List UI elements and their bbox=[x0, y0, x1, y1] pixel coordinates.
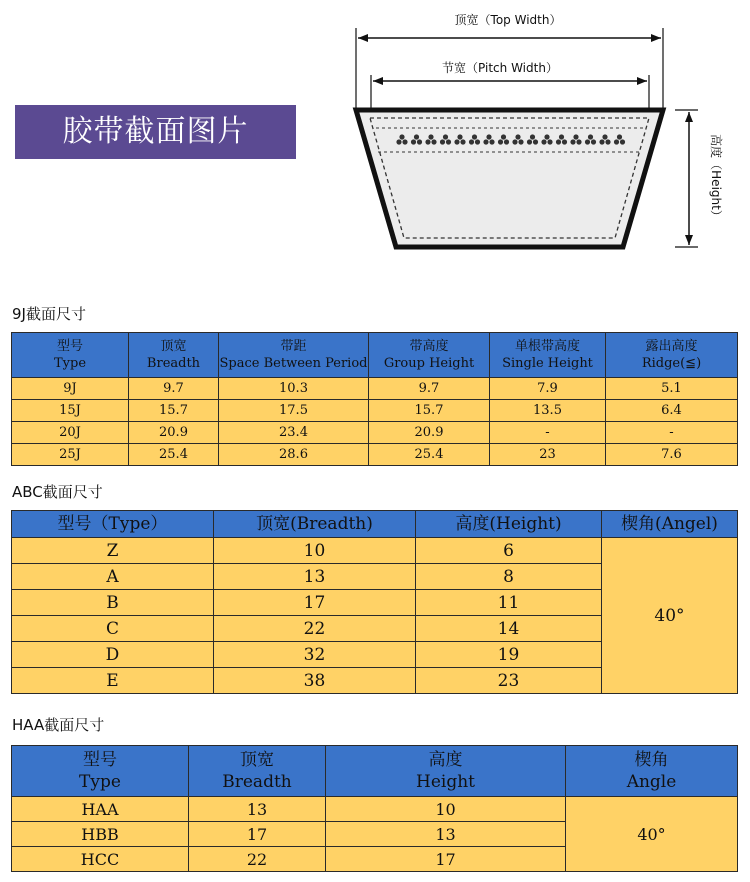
height-label: 高度（Height） bbox=[709, 134, 723, 222]
cord-strand bbox=[570, 139, 575, 144]
cord-strand bbox=[417, 139, 422, 144]
cell: 20.9 bbox=[369, 422, 490, 444]
cord-strand bbox=[591, 139, 596, 144]
section-abc-title: ABC截面尺寸 bbox=[12, 483, 103, 501]
cord-strand bbox=[512, 139, 517, 144]
section-9j-title: 9J截面尺寸 bbox=[12, 305, 86, 323]
col-header-group-height: 带高度 Group Height bbox=[369, 333, 490, 378]
cell: 9J bbox=[12, 378, 129, 400]
table-haa bbox=[11, 745, 738, 872]
cell: 10 bbox=[326, 797, 566, 822]
cord-strand bbox=[475, 139, 480, 144]
cell: 6.4 bbox=[606, 400, 738, 422]
cell: 22 bbox=[189, 847, 326, 872]
cord-strand bbox=[402, 139, 407, 144]
cell: 17 bbox=[214, 590, 416, 616]
cord-strand bbox=[425, 139, 430, 144]
cord-strand bbox=[454, 139, 459, 144]
cord-strand bbox=[573, 134, 578, 139]
cell: HCC bbox=[12, 847, 189, 872]
cell: 10.3 bbox=[219, 378, 369, 400]
col-header-breadth: 顶宽(Breadth) bbox=[214, 511, 416, 538]
cord-strand bbox=[486, 134, 491, 139]
cell: 15.7 bbox=[369, 400, 490, 422]
cell: 9.7 bbox=[369, 378, 490, 400]
belt-section-diagram bbox=[340, 0, 740, 260]
cord-strand bbox=[620, 139, 625, 144]
cell: 6 bbox=[416, 538, 602, 564]
cell: 9.7 bbox=[129, 378, 219, 400]
cord-strand bbox=[399, 134, 404, 139]
cell: A bbox=[12, 564, 214, 590]
cord-strand bbox=[440, 139, 445, 144]
cord-strand bbox=[443, 134, 448, 139]
cell: 5.1 bbox=[606, 378, 738, 400]
cord-strand bbox=[472, 134, 477, 139]
cell: 7.6 bbox=[606, 444, 738, 466]
angle-cell: 40° bbox=[602, 538, 738, 694]
cord-strand bbox=[469, 139, 474, 144]
cell: 14 bbox=[416, 616, 602, 642]
cell: 23 bbox=[490, 444, 606, 466]
cell: 28.6 bbox=[219, 444, 369, 466]
cord-strand bbox=[605, 139, 610, 144]
cell: 20.9 bbox=[129, 422, 219, 444]
section-haa-title: HAA截面尺寸 bbox=[12, 716, 105, 734]
cord-strand bbox=[501, 134, 506, 139]
table-row bbox=[12, 538, 738, 564]
cell: HBB bbox=[12, 822, 189, 847]
cell: 7.9 bbox=[490, 378, 606, 400]
cord-strand bbox=[599, 139, 604, 144]
table-row bbox=[12, 378, 738, 400]
cell: Z bbox=[12, 538, 214, 564]
cell: 23.4 bbox=[219, 422, 369, 444]
cell: 13 bbox=[214, 564, 416, 590]
cell: 13.5 bbox=[490, 400, 606, 422]
cell: 19 bbox=[416, 642, 602, 668]
pitch-width-label: 节宽（Pitch Width） bbox=[442, 61, 558, 75]
table-row bbox=[12, 400, 738, 422]
cell: 13 bbox=[326, 822, 566, 847]
cord-strand bbox=[556, 139, 561, 144]
col-header-single-height: 单根带高度 Single Height bbox=[490, 333, 606, 378]
table-header-row bbox=[12, 333, 738, 378]
col-header-height: 高度 Height bbox=[326, 746, 566, 797]
cell: - bbox=[606, 422, 738, 444]
cell: 11 bbox=[416, 590, 602, 616]
belt-outline bbox=[356, 110, 663, 247]
cell: 20J bbox=[12, 422, 129, 444]
banner-title: 胶带截面图片 bbox=[15, 105, 296, 159]
cord-strand bbox=[396, 139, 401, 144]
table-header-row bbox=[12, 511, 738, 538]
cell: B bbox=[12, 590, 214, 616]
cord-strand bbox=[562, 139, 567, 144]
cord-strand bbox=[518, 139, 523, 144]
cord-strand bbox=[614, 139, 619, 144]
cell: 22 bbox=[214, 616, 416, 642]
cell: 38 bbox=[214, 668, 416, 694]
cell: HAA bbox=[12, 797, 189, 822]
cell: E bbox=[12, 668, 214, 694]
cord-strand bbox=[541, 139, 546, 144]
cord-strand bbox=[414, 134, 419, 139]
cord-strand bbox=[602, 134, 607, 139]
col-header-breadth: 顶宽 Breadth bbox=[189, 746, 326, 797]
cord-strand bbox=[585, 139, 590, 144]
col-header-angle: 楔角(Angel) bbox=[602, 511, 738, 538]
cord-strand bbox=[460, 139, 465, 144]
cell: 17 bbox=[189, 822, 326, 847]
table-9j bbox=[11, 332, 738, 466]
cell: 25.4 bbox=[369, 444, 490, 466]
cord-strand bbox=[544, 134, 549, 139]
col-header-height: 高度(Height) bbox=[416, 511, 602, 538]
cord-strand bbox=[527, 139, 532, 144]
table-row bbox=[12, 444, 738, 466]
cell: 15.7 bbox=[129, 400, 219, 422]
cord-strand bbox=[483, 139, 488, 144]
cell: 13 bbox=[189, 797, 326, 822]
col-header-type: 型号 Type bbox=[12, 333, 129, 378]
cord-strand bbox=[515, 134, 520, 139]
cord-strand bbox=[446, 139, 451, 144]
col-header-ridge: 露出高度 Ridge(≦) bbox=[606, 333, 738, 378]
cell: 32 bbox=[214, 642, 416, 668]
cell: 10 bbox=[214, 538, 416, 564]
cord-strand bbox=[504, 139, 509, 144]
col-header-type: 型号（Type） bbox=[12, 511, 214, 538]
col-header-breadth: 顶宽 Breadth bbox=[129, 333, 219, 378]
cell: 8 bbox=[416, 564, 602, 590]
cord-strand bbox=[547, 139, 552, 144]
table-abc bbox=[11, 510, 738, 694]
cell: D bbox=[12, 642, 214, 668]
col-header-angle: 楔角 Angle bbox=[566, 746, 738, 797]
cord-strand bbox=[431, 139, 436, 144]
cord-strand bbox=[498, 139, 503, 144]
cord-strand bbox=[530, 134, 535, 139]
cell: 25.4 bbox=[129, 444, 219, 466]
cell: 17 bbox=[326, 847, 566, 872]
cord-strand bbox=[576, 139, 581, 144]
table-row bbox=[12, 797, 738, 822]
cell: C bbox=[12, 616, 214, 642]
cell: 17.5 bbox=[219, 400, 369, 422]
top-width-label: 顶宽（Top Width） bbox=[454, 13, 562, 27]
cord-strand bbox=[489, 139, 494, 144]
cord-strand bbox=[559, 134, 564, 139]
cell: 23 bbox=[416, 668, 602, 694]
angle-cell: 40° bbox=[566, 797, 738, 872]
cord-strand bbox=[428, 134, 433, 139]
col-header-space: 带距 Space Between Period bbox=[219, 333, 369, 378]
cord-strand bbox=[617, 134, 622, 139]
cord-strand bbox=[588, 134, 593, 139]
col-header-type: 型号 Type bbox=[12, 746, 189, 797]
cell: 15J bbox=[12, 400, 129, 422]
cell: - bbox=[490, 422, 606, 444]
cord-strand bbox=[411, 139, 416, 144]
cord-strand bbox=[457, 134, 462, 139]
cell: 25J bbox=[12, 444, 129, 466]
table-row bbox=[12, 422, 738, 444]
cord-strand bbox=[533, 139, 538, 144]
table-header-row bbox=[12, 746, 738, 797]
